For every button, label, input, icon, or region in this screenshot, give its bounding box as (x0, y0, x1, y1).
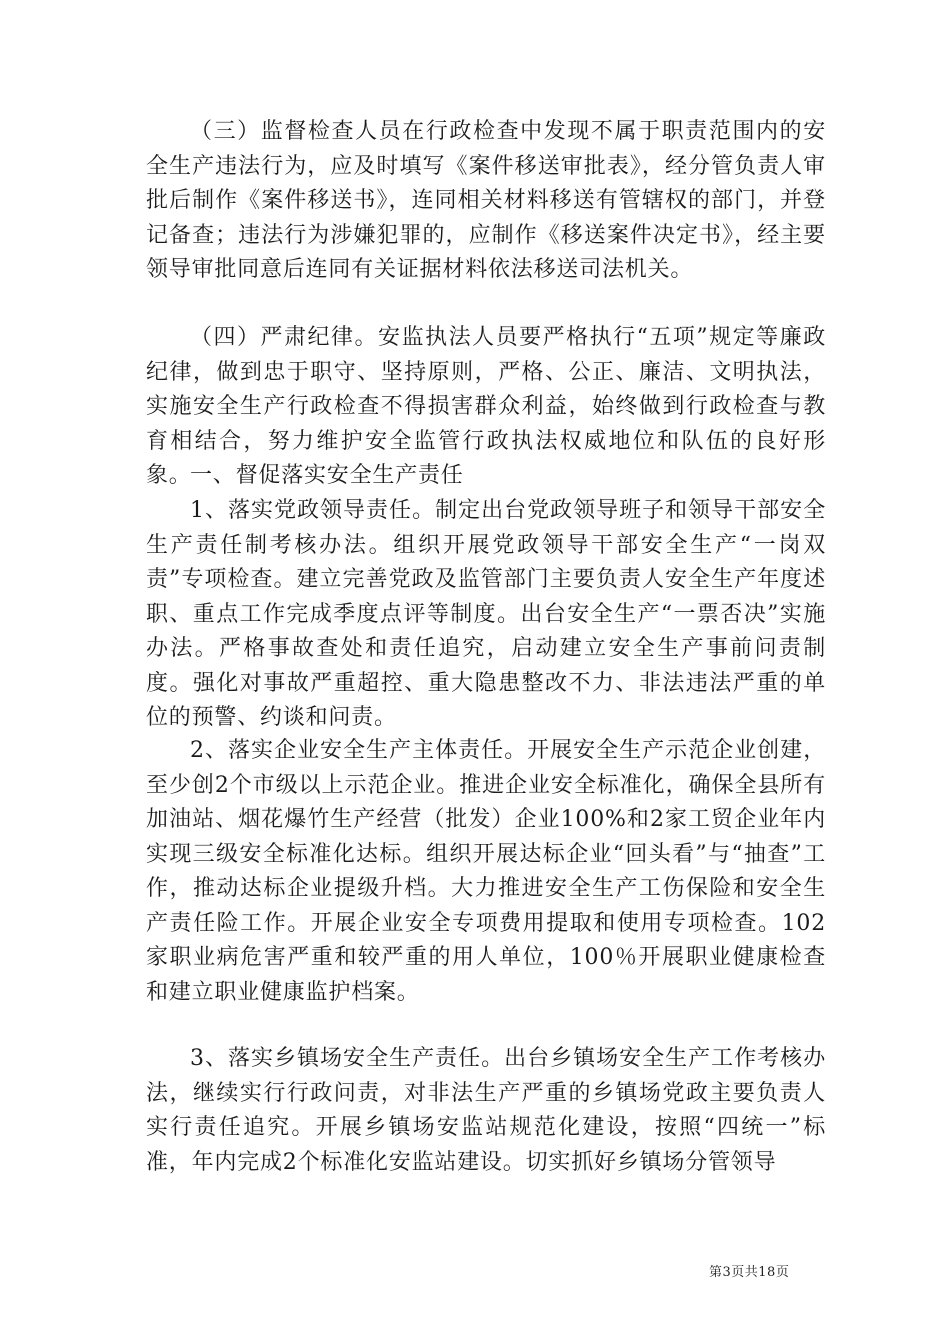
paragraph-township-responsibility: 3、落实乡镇场安全生产责任。出台乡镇场安全生产工作考核办法，继续实行行政问责，对非法生产严重的乡镇场党政主要负责人实行责任追究。开展乡镇场安监站规范化建设，按照“四统一”标准，年内完成2个标准化安监站建设。切实抓好乡镇场分管领导 (146, 1046, 826, 1175)
paragraph-case-transfer: （三）监督检查人员在行政检查中发现不属于职责范围内的安全生产违法行为，应及时填写《案件移送审批表》，经分管负责人审批后制作《案件移送书》，连同相关材料移送有管辖权的部门，并登记备查；违法行为涉嫌犯罪的，应制作《移送案件决定书》，经主要领导审批同意后连同有关证据材料依法移送司法机关。 (146, 119, 826, 282)
paragraph-party-leadership: 1、落实党政领导责任。制定出台党政领导班子和领导干部安全生产责任制考核办法。组织开展党政领导干部安全生产“一岗双责”专项检查。建立完善党政及监管部门主要负责人安全生产年度述职、重点工作完成季度点评等制度。出台安全生产“一票否决”实施办法。严格事故查处和责任追究，启动建立安全生产事前问责制度。强化对事故严重超控、重大隐患整改不力、非法违法严重的单位的预警、约谈和问责。 (146, 498, 826, 730)
paragraph-discipline: （四）严肃纪律。安监执法人员要严格执行“五项”规定等廉政纪律，做到忠于职守、坚持原则，严格、公正、廉洁、文明执法，实施安全生产行政检查不得损害群众利益，始终做到行政检查与教育相结合，努力维护安全监管行政执法权威地位和队伍的良好形象。 (146, 325, 826, 488)
page-number-footer: 第3页共18页 (709, 1265, 790, 1280)
paragraph-enterprise-responsibility: 2、落实企业安全生产主体责任。开展安全生产示范企业创建，至少创2个市级以上示范企业。推进企业安全标准化，确保全县所有加油站、烟花爆竹生产经营（批发）企业100%和2家工贸企业年内实现三级安全标准化达标。组织开展达标企业“回头看”与“抽查”工作，推动达标企业提级升档。大力推进安全生产工伤保险和安全生产责任险工作。开展企业安全专项费用提取和使用专项检查。102家职业病危害严重和较严重的用人单位，100％开展职业健康检查和建立职业健康监护档案。 (146, 738, 826, 1005)
section-heading-responsibility: 一、督促落实安全生产责任 (190, 463, 464, 488)
